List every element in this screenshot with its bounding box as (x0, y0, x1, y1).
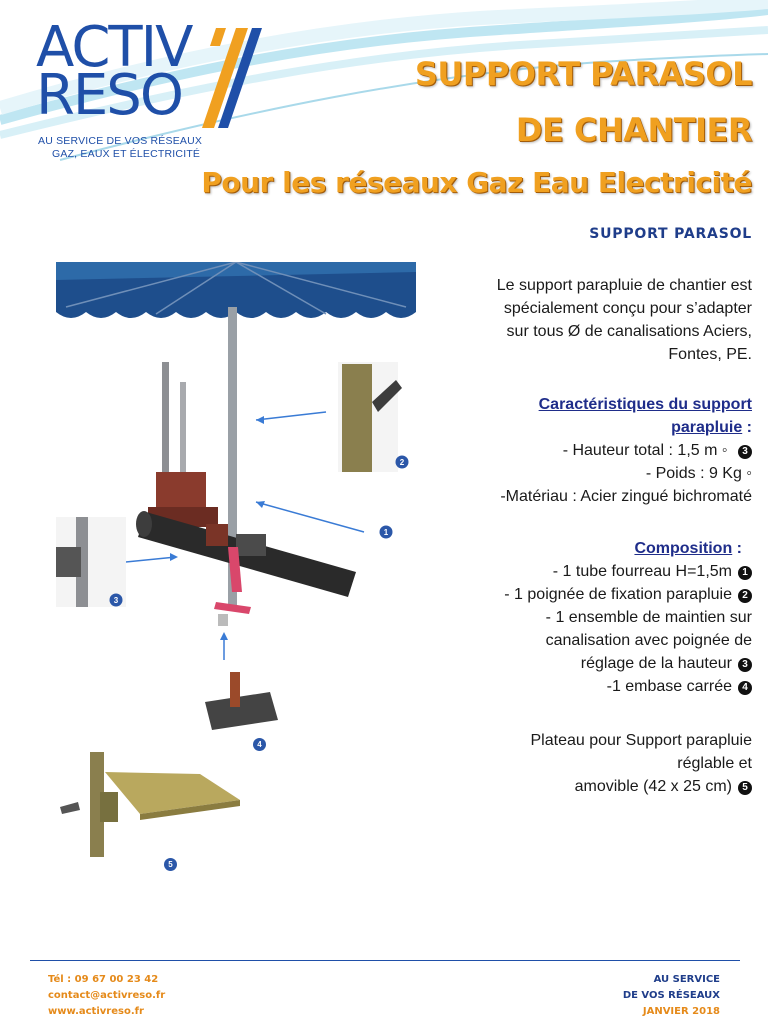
logo-word-reso: RESO (36, 63, 182, 128)
composition-item (412, 652, 752, 675)
plateau-line: réglable et (677, 755, 752, 772)
composition-colon: : (732, 540, 742, 557)
intro-line: Le support parapluie de chantier est (496, 277, 752, 294)
plateau-section (412, 729, 752, 798)
plateau-line: Plateau pour Support parapluie (530, 732, 752, 749)
logo-slash-icon (196, 28, 266, 128)
number-badge-icon: 1 (738, 566, 752, 580)
characteristic-item (412, 439, 752, 462)
characteristic-item (412, 462, 752, 485)
tagline-line2: GAZ, EAUX ET ÉLECTRICITÉ (52, 148, 201, 160)
composition-item (412, 675, 752, 698)
photo-badge-1: 1 (383, 528, 389, 537)
characteristic-text: - Hauteur total : 1,5 m ◦ (562, 442, 732, 459)
footer-date: JANVIER 2018 (642, 1006, 720, 1017)
number-badge-icon: 3 (738, 445, 752, 459)
section-label: SUPPORT PARASOL (589, 226, 752, 242)
number-badge-icon: 4 (738, 681, 752, 695)
characteristics-colon: : (742, 419, 752, 436)
characteristics-heading-line2: parapluie (671, 419, 743, 436)
title-line2: DE CHANTIER (515, 111, 752, 149)
footer-slogan (623, 972, 720, 1020)
base-plate-photo (200, 672, 280, 742)
intro-line: spécialement conçu pour s’adapter (503, 300, 752, 317)
composition-text: - 1 poignée de fixation parapluie (504, 586, 732, 603)
characteristic-text: - Poids : 9 Kg ◦ (645, 465, 752, 482)
composition-text: réglage de la hauteur (580, 655, 732, 672)
photo-badge-2: 2 (399, 458, 405, 467)
composition-section (412, 537, 752, 698)
characteristic-item (412, 485, 752, 508)
composition-text: canalisation avec poignée de (545, 632, 752, 649)
composition-text: - 1 ensemble de maintien sur (545, 609, 752, 626)
footer-divider (30, 960, 740, 961)
page-subtitle: Pour les réseaux Gaz Eau Electricité (201, 166, 752, 199)
characteristic-text: -Matériau : Acier zingué bichromaté (500, 488, 752, 505)
footer-email[interactable]: contact@activreso.fr (48, 990, 166, 1001)
plateau-text: amovible (42 x 25 cm) (574, 778, 732, 795)
composition-item (412, 629, 752, 652)
number-badge-icon: 5 (738, 781, 752, 795)
composition-item (412, 606, 752, 629)
footer-website[interactable]: www.activreso.fr (48, 1006, 144, 1017)
footer-contact (48, 972, 165, 1020)
characteristics-heading: Caractéristiques du support (538, 396, 752, 413)
photo-badge-5: 5 (164, 858, 177, 871)
product-photo (56, 262, 416, 672)
intro-line: Fontes, PE. (668, 346, 752, 363)
composition-item (412, 560, 752, 583)
logo-word-activ: ACTIV (36, 15, 192, 80)
composition-item (412, 583, 752, 606)
intro-line: sur tous Ø de canalisations Aciers, (506, 323, 752, 340)
tray-photo (50, 752, 245, 862)
composition-heading: Composition (634, 540, 733, 557)
plateau-item (412, 775, 752, 798)
footer-slogan-line1: AU SERVICE (653, 974, 720, 985)
number-badge-icon: 3 (738, 658, 752, 672)
tagline-line1: AU SERVICE DE VOS RÉSEAUX (38, 135, 203, 147)
composition-text: -1 embase carrée (606, 678, 732, 695)
footer-slogan-line2: DE VOS RÉSEAUX (622, 990, 720, 1001)
number-badge-icon: 2 (738, 589, 752, 603)
photo-badge-3: 3 (113, 596, 119, 605)
intro-paragraph (412, 274, 752, 366)
footer-phone: Tél : 09 67 00 23 42 (48, 974, 159, 985)
photo-badge-4: 4 (253, 738, 266, 751)
title-line1: SUPPORT PARASOL (414, 55, 752, 93)
composition-text: - 1 tube fourreau H=1,5m (552, 563, 732, 580)
characteristics-section (412, 393, 752, 508)
